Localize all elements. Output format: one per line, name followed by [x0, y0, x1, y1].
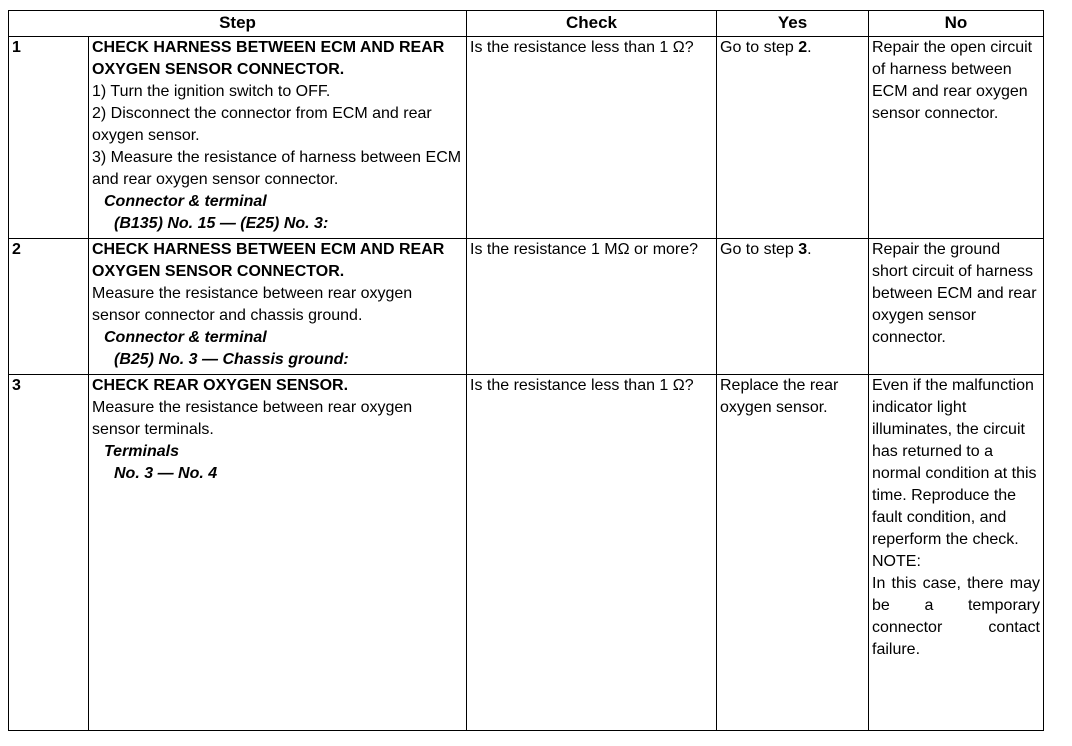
- no-cell: Repair the open circuit of harness between ECM and rear oxygen sensor connector.: [869, 37, 1044, 239]
- step-instruction: 2) Disconnect the connector from ECM and rear oxygen sensor.: [92, 105, 432, 144]
- yes-prefix: Go to step: [720, 39, 799, 56]
- header-row: [9, 11, 1044, 37]
- note-text: In this case, there may be a temporary connector contact failure.: [872, 575, 1040, 658]
- spec-label: Connector & terminal: [104, 193, 267, 210]
- step-instruction: 1) Turn the ignition switch to OFF.: [92, 83, 331, 100]
- yes-cell: [717, 239, 869, 375]
- no-cell: [869, 375, 1044, 731]
- step-content: [89, 239, 467, 375]
- yes-cell: Replace the rear oxygen sensor.: [717, 375, 869, 731]
- step-title: CHECK HARNESS BETWEEN ECM AND REAR OXYGEN SENSOR CONNECTOR.: [92, 39, 445, 78]
- yes-suffix: .: [807, 39, 812, 56]
- no-header: No: [869, 11, 1044, 37]
- check-cell: Is the resistance less than 1 Ω?: [467, 375, 717, 731]
- yes-suffix: .: [807, 241, 812, 258]
- yes-header: Yes: [717, 11, 869, 37]
- yes-step-link: 3: [798, 241, 808, 258]
- step-content: [89, 375, 467, 731]
- spec-value: No. 3 — No. 4: [114, 465, 218, 482]
- yes-prefix: Go to step: [720, 241, 799, 258]
- step-content: [89, 37, 467, 239]
- check-cell: Is the resistance less than 1 Ω?: [467, 37, 717, 239]
- step-number: 2: [9, 239, 89, 375]
- step-number: 1: [9, 37, 89, 239]
- step-instruction: Measure the resistance between rear oxygen sensor connector and chassis ground.: [92, 285, 413, 324]
- step-instruction: 3) Measure the resistance of harness between ECM and rear oxygen sensor connector.: [92, 149, 462, 188]
- no-cell: Repair the ground short circuit of harness between ECM and rear oxygen sensor connector.: [869, 239, 1044, 375]
- spec-label: Connector & terminal: [104, 329, 267, 346]
- note-label: NOTE:: [872, 553, 921, 570]
- table-row: [9, 375, 1044, 731]
- spec-value: (B135) No. 15 — (E25) No. 3:: [114, 215, 329, 232]
- table-row: [9, 239, 1044, 375]
- spec-value: (B25) No. 3 — Chassis ground:: [114, 351, 349, 368]
- spec-label: Terminals: [104, 443, 179, 460]
- step-title: CHECK REAR OXYGEN SENSOR.: [92, 377, 349, 394]
- step-instruction: Measure the resistance between rear oxygen sensor terminals.: [92, 399, 413, 438]
- table-row: [9, 37, 1044, 239]
- step-number: 3: [9, 375, 89, 731]
- check-header: Check: [467, 11, 717, 37]
- check-cell: Is the resistance 1 MΩ or more?: [467, 239, 717, 375]
- diagnostic-table: [8, 10, 1044, 731]
- step-header: Step: [9, 11, 467, 37]
- no-text: Even if the malfunction indicator light illuminates, the circuit has returned to a normal condition at this time. Reproduce the fault condition, and reperform the check.: [872, 377, 1037, 548]
- step-title: CHECK HARNESS BETWEEN ECM AND REAR OXYGEN SENSOR CONNECTOR.: [92, 241, 445, 280]
- yes-cell: [717, 37, 869, 239]
- yes-step-link: 2: [798, 39, 808, 56]
